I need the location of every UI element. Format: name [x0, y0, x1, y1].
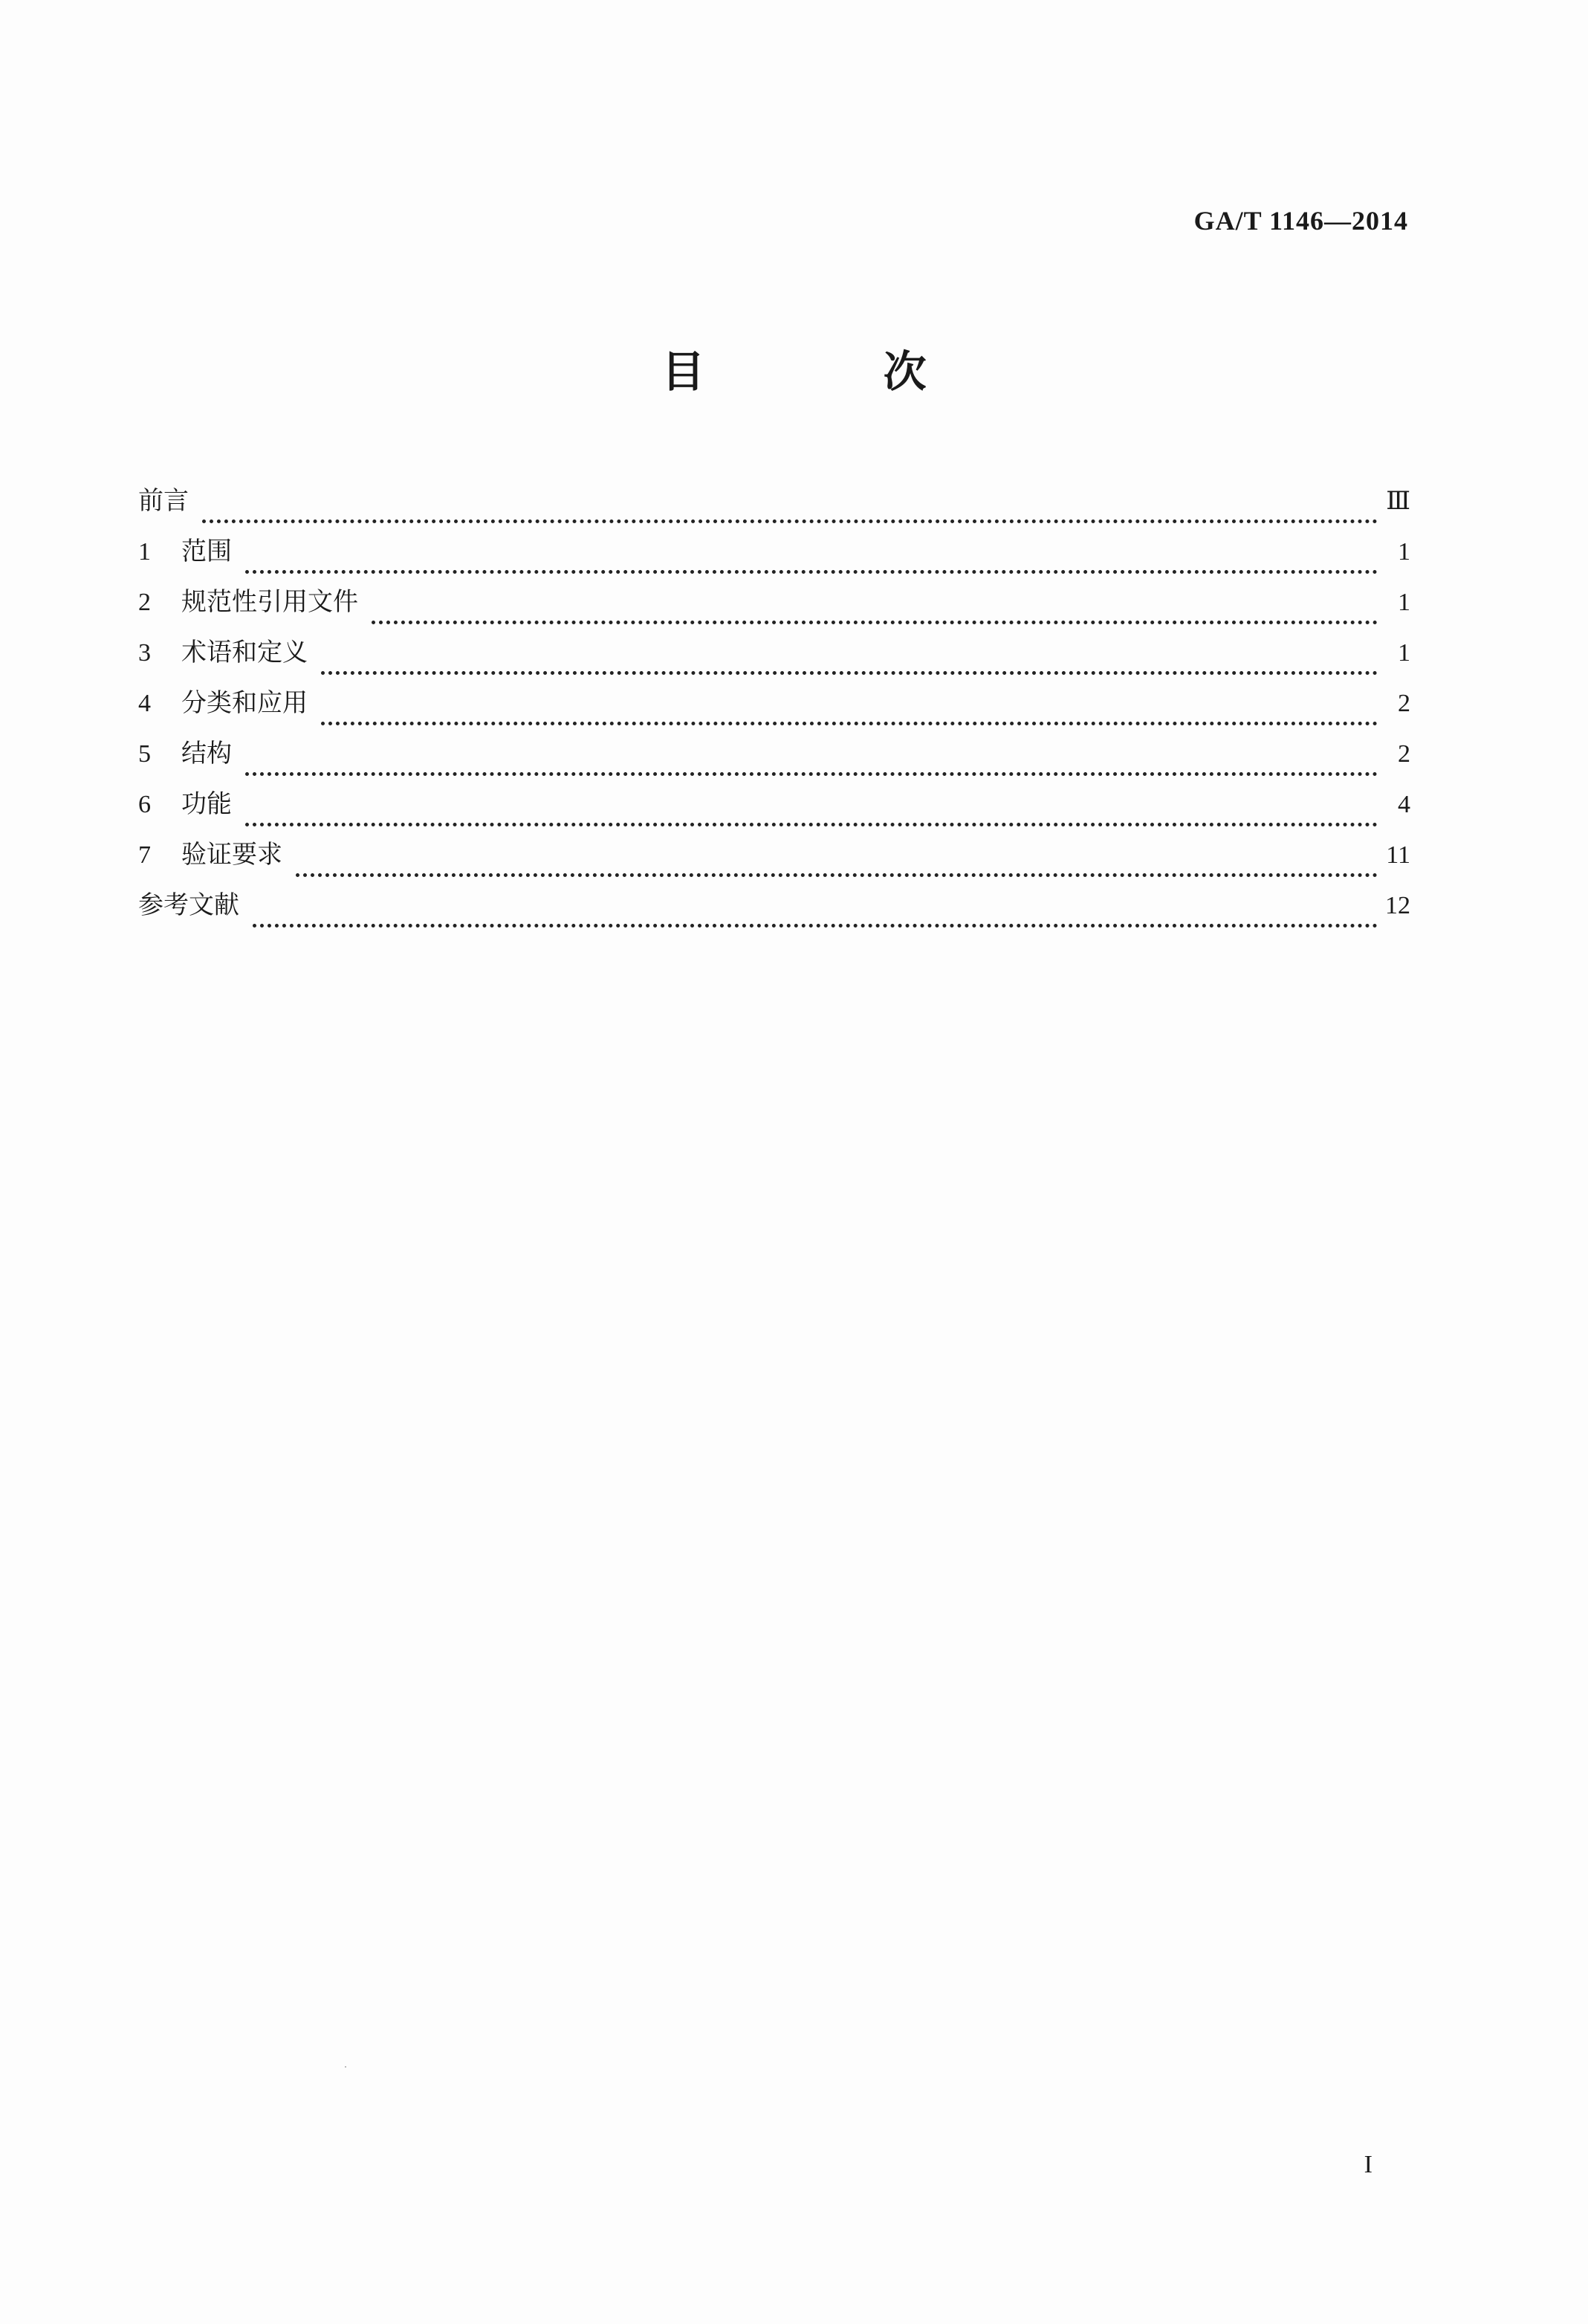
toc-entry-bibliography[interactable]	[138, 884, 1410, 935]
toc-entry-page: 1	[1398, 589, 1410, 616]
toc-entry-page: 11	[1386, 841, 1410, 869]
toc-entry-label: 功能	[181, 789, 232, 819]
toc-entry-label: 规范性引用文件	[181, 587, 358, 617]
toc-entry-number: 4	[138, 690, 151, 717]
toc-leader-dots	[253, 924, 1378, 928]
toc-entry-label: 前言	[138, 486, 189, 516]
toc-entry-page: Ⅲ	[1386, 488, 1410, 515]
toc-entry-page: 2	[1398, 690, 1410, 717]
toc-entry-label: 分类和应用	[181, 688, 308, 718]
document-code: GA/T 1146—2014	[1193, 206, 1408, 236]
scan-speck	[345, 2066, 346, 2068]
table-of-contents	[138, 480, 1410, 935]
toc-leader-dots	[245, 772, 1378, 776]
toc-entry-page: 12	[1385, 892, 1410, 919]
toc-entry-label: 术语和定义	[181, 638, 308, 667]
toc-leader-dots	[296, 873, 1378, 877]
toc-entry-verification[interactable]	[138, 834, 1410, 884]
toc-entry-page: 1	[1398, 639, 1410, 667]
toc-entry-normative-references[interactable]	[138, 581, 1410, 632]
toc-entry-label: 参考文献	[138, 890, 239, 920]
toc-entry-scope[interactable]	[138, 531, 1410, 581]
toc-entry-number: 2	[138, 589, 151, 616]
toc-entry-label: 验证要求	[181, 840, 282, 870]
toc-entry-classification[interactable]	[138, 682, 1410, 733]
toc-leader-dots	[321, 671, 1378, 675]
toc-entry-label: 范围	[181, 537, 232, 566]
toc-leader-dots	[245, 823, 1378, 826]
toc-entry-page: 1	[1398, 538, 1410, 566]
toc-entry-page: 4	[1398, 791, 1410, 818]
toc-entry-number: 7	[138, 841, 151, 869]
toc-leader-dots	[245, 570, 1378, 574]
page-number: I	[1364, 2151, 1373, 2178]
toc-entry-number: 3	[138, 639, 151, 667]
toc-entry-label: 结构	[181, 739, 232, 768]
toc-entry-number: 5	[138, 740, 151, 768]
toc-title: 目 次	[661, 346, 1008, 397]
toc-entry-terms-definitions[interactable]	[138, 632, 1410, 682]
toc-entry-structure[interactable]	[138, 733, 1410, 783]
toc-leader-dots	[202, 519, 1378, 523]
toc-entry-number: 6	[138, 791, 151, 818]
toc-entry-page: 2	[1398, 740, 1410, 768]
toc-leader-dots	[321, 722, 1378, 725]
toc-entry-foreword[interactable]	[138, 480, 1410, 531]
toc-leader-dots	[372, 621, 1378, 624]
toc-entry-number: 1	[138, 538, 151, 566]
toc-entry-functions[interactable]	[138, 783, 1410, 834]
